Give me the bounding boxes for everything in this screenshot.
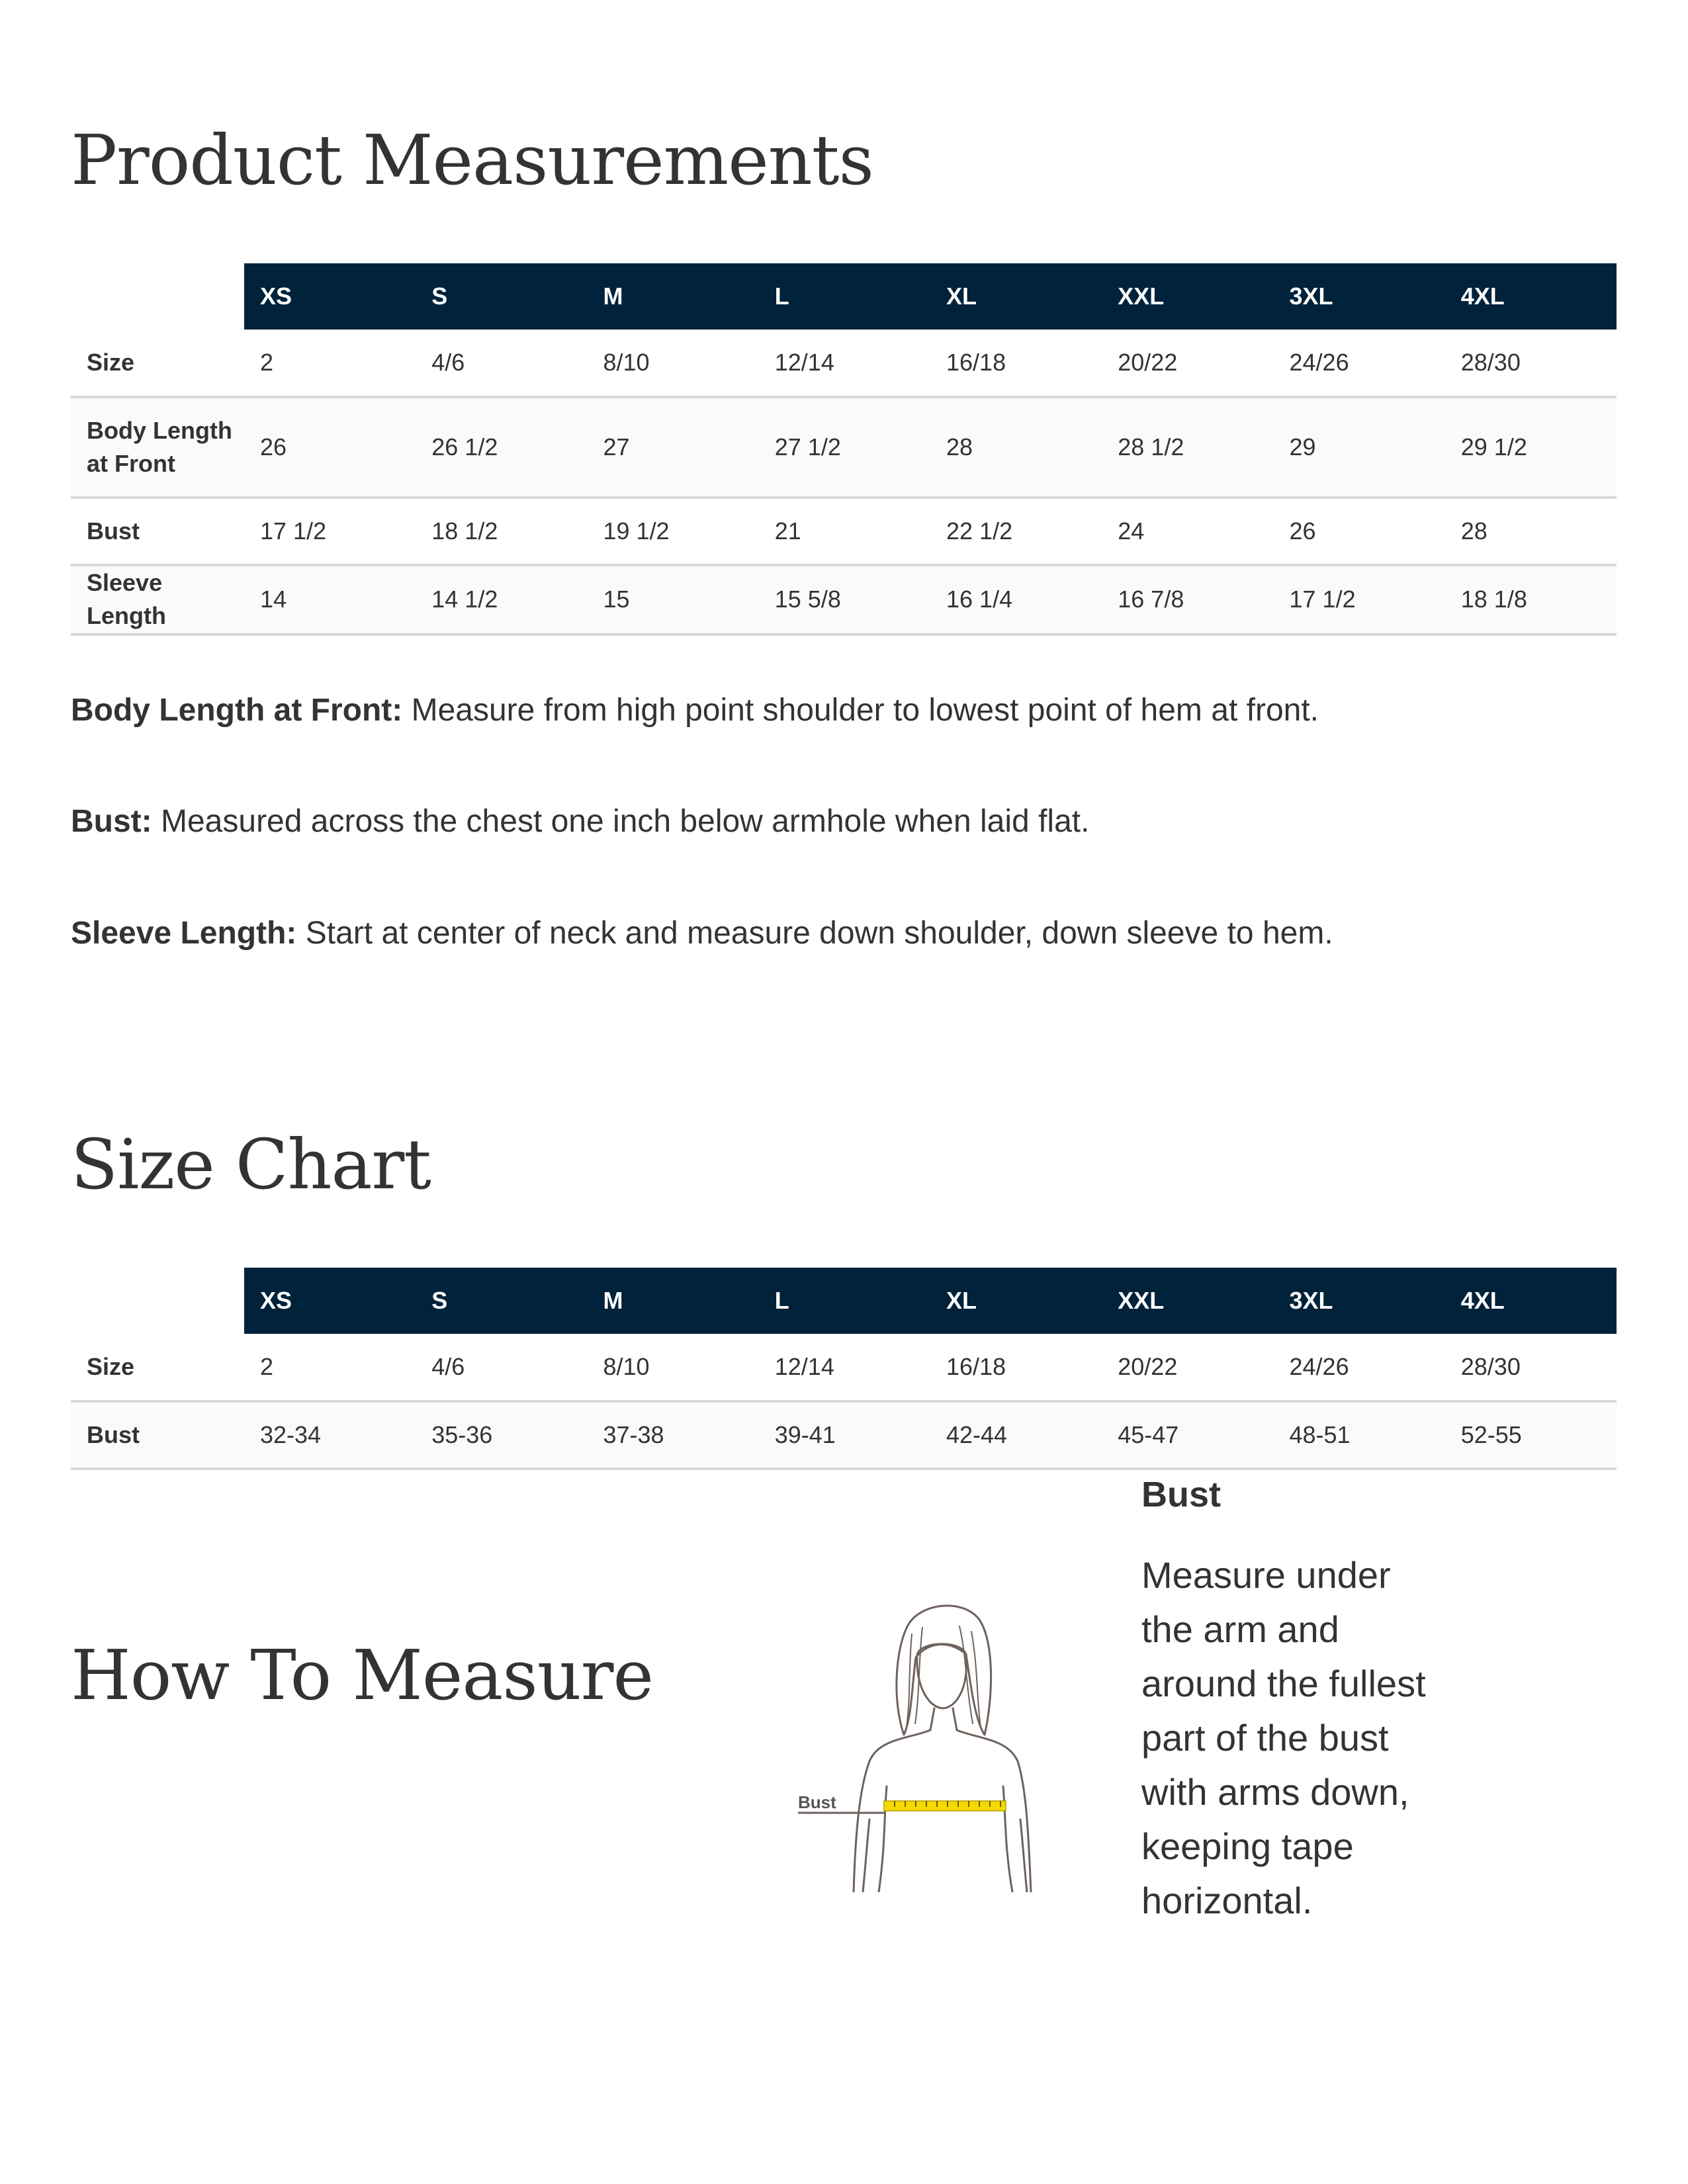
- row-label: Bust: [87, 517, 140, 545]
- note-text: Start at center of neck and measure down shoulder, down sleeve to hem.: [296, 916, 1333, 951]
- table-row: [71, 397, 1617, 498]
- column-header: 4XL: [1445, 263, 1617, 329]
- column-header: XL: [930, 1268, 1102, 1334]
- right-arm-inner: [1020, 1819, 1027, 1892]
- row-label: Body Length at Front: [87, 416, 232, 477]
- table-cell: 20/22: [1118, 349, 1178, 376]
- table-row: [71, 329, 1617, 397]
- table-cell: 16 7/8: [1118, 586, 1184, 613]
- table-cell: 52-55: [1460, 1421, 1522, 1448]
- table-cell: 15: [603, 586, 630, 613]
- column-header: XXL: [1102, 1268, 1273, 1334]
- table-cell: 8/10: [603, 1353, 650, 1380]
- table-cell: 48-51: [1289, 1421, 1351, 1448]
- table-cell: 26: [1289, 517, 1316, 545]
- column-header: S: [416, 263, 587, 329]
- product-measurements-table: [71, 263, 1617, 636]
- size-chart-title: Size Chart: [71, 1124, 431, 1205]
- column-header: L: [759, 263, 930, 329]
- column-header: M: [588, 263, 759, 329]
- table-cell: 28 1/2: [1118, 433, 1184, 460]
- note-term: Bust:: [71, 804, 152, 839]
- diagram-bust-label: Bust: [798, 1792, 836, 1812]
- table-cell: 2: [260, 349, 274, 376]
- table-cell: 28/30: [1460, 349, 1521, 376]
- table-cell: 26: [260, 433, 287, 460]
- bust-heading: Bust: [1141, 1475, 1221, 1514]
- hair-outline: [897, 1606, 991, 1735]
- table-cell: 22 1/2: [946, 517, 1013, 545]
- row-label: Size: [87, 1352, 135, 1380]
- column-header: L: [759, 1268, 930, 1334]
- note-term: Sleeve Length:: [71, 916, 297, 951]
- table-cell: 32-34: [260, 1421, 322, 1448]
- face-outline: [917, 1644, 967, 1708]
- note-text: Measured across the chest one inch below armhole when laid flat.: [152, 804, 1090, 839]
- column-header: 4XL: [1445, 1268, 1617, 1334]
- header-corner: [71, 1268, 244, 1334]
- table-cell: 8/10: [603, 349, 650, 376]
- table-cell: 15 5/8: [774, 586, 841, 613]
- product-measurements-title: Product Measurements: [71, 120, 873, 200]
- table-cell: 27: [603, 433, 630, 460]
- table-cell: 12/14: [774, 1353, 834, 1380]
- column-header: XXL: [1102, 263, 1273, 329]
- table-cell: 16/18: [946, 349, 1006, 376]
- table-row: [71, 565, 1617, 634]
- column-header: 3XL: [1274, 1268, 1445, 1334]
- header-corner: [71, 263, 244, 329]
- neck-left: [930, 1708, 934, 1730]
- table-row: [71, 498, 1617, 565]
- row-label: Size: [87, 348, 135, 376]
- table-cell: 4/6: [431, 1353, 465, 1380]
- table-cell: 16 1/4: [946, 586, 1013, 613]
- table-cell: 17 1/2: [1289, 586, 1356, 613]
- table-cell: 20/22: [1118, 1353, 1178, 1380]
- table-cell: 14 1/2: [431, 586, 498, 613]
- table-cell: 24/26: [1289, 349, 1349, 376]
- table-cell: 29 1/2: [1460, 433, 1527, 460]
- table-cell: 28: [1460, 517, 1488, 545]
- table-cell: 28/30: [1460, 1353, 1521, 1380]
- bust-measure-diagram: [793, 1588, 1090, 1892]
- table-cell: 24: [1118, 517, 1145, 545]
- note-sleeve-length: [71, 915, 1333, 951]
- table-cell: 29: [1289, 433, 1316, 460]
- table-cell: 4/6: [431, 349, 465, 376]
- size-chart-table: [71, 1268, 1617, 1470]
- table-cell: 17 1/2: [260, 517, 327, 545]
- table-cell: 37-38: [603, 1421, 664, 1448]
- note-body-length: [71, 692, 1319, 728]
- table-cell: 27 1/2: [774, 433, 841, 460]
- column-header: 3XL: [1274, 263, 1445, 329]
- column-header: XS: [244, 1268, 416, 1334]
- note-text: Measure from high point shoulder to lowest point of hem at front.: [402, 693, 1319, 728]
- column-header: XS: [244, 263, 416, 329]
- table-cell: 45-47: [1118, 1421, 1179, 1448]
- how-to-measure-title: How To Measure: [71, 1635, 654, 1716]
- table-cell: 24/26: [1289, 1353, 1349, 1380]
- table-row: [71, 1334, 1617, 1401]
- table-header-row: [71, 1268, 1617, 1334]
- table-cell: 14: [260, 586, 287, 613]
- left-arm-inner: [863, 1819, 869, 1892]
- column-header: M: [588, 1268, 759, 1334]
- table-cell: 18 1/2: [431, 517, 498, 545]
- table-cell: 16/18: [946, 1353, 1006, 1380]
- bust-description: Measure under the arm and around the fullest part of the bust with arms down, keeping tape horizontal.: [1141, 1554, 1426, 1921]
- column-header: S: [416, 1268, 587, 1334]
- measuring-tape: [884, 1801, 1006, 1811]
- table-cell: 26 1/2: [431, 433, 498, 460]
- table-cell: 28: [946, 433, 973, 460]
- table-cell: 19 1/2: [603, 517, 670, 545]
- column-header: XL: [930, 263, 1102, 329]
- row-label: Bust: [87, 1420, 140, 1448]
- table-cell: 39-41: [774, 1421, 836, 1448]
- note-term: Body Length at Front:: [71, 693, 403, 728]
- table-cell: 12/14: [774, 349, 834, 376]
- table-cell: 2: [260, 1353, 274, 1380]
- note-bust: [71, 803, 1089, 840]
- table-header-row: [71, 263, 1617, 329]
- table-cell: 21: [774, 517, 801, 545]
- neck-right: [953, 1708, 957, 1730]
- row-label: Sleeve Length: [87, 569, 166, 630]
- table-row: [71, 1401, 1617, 1469]
- table-cell: 35-36: [431, 1421, 493, 1448]
- table-cell: 42-44: [946, 1421, 1008, 1448]
- table-cell: 18 1/8: [1460, 586, 1527, 613]
